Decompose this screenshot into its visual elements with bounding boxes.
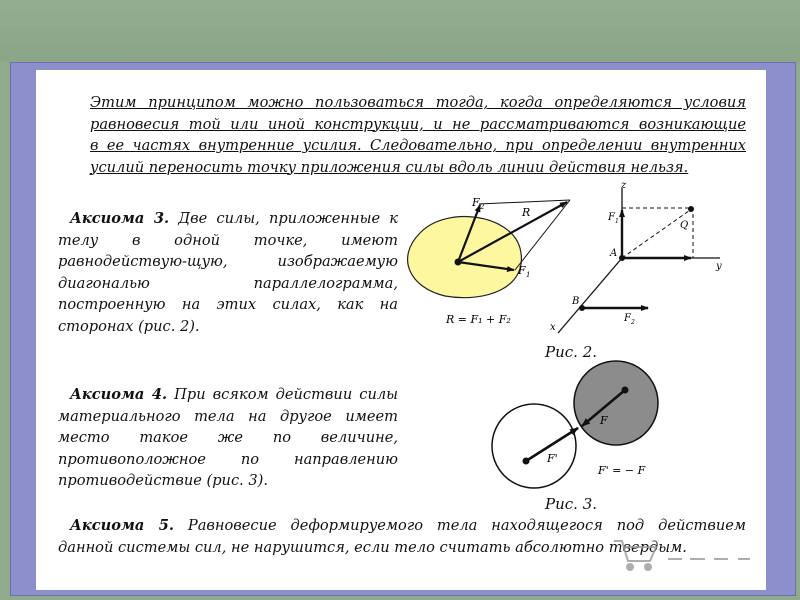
- axiom-4-line: При всяком действии силы: [174, 386, 399, 403]
- intro-line: усилий переносить точку приложения силы вдоль линии действия нельзя.: [90, 158, 689, 176]
- axiom-4-line: противоположное по направлению: [58, 450, 398, 468]
- label-f: F: [600, 414, 608, 427]
- label-f1: F: [518, 264, 526, 277]
- white-body: [492, 404, 576, 488]
- axiom-5-line: Равновесие деформируемого тела находящегося под действием: [187, 517, 747, 534]
- point-grey: [622, 387, 629, 394]
- figure-2-caption: Рис. 2.: [545, 343, 598, 361]
- intro-line: Этим принципом можно пользоваться тогда, когда определяются условия: [90, 94, 746, 111]
- top-band: [0, 0, 800, 62]
- label-x: x: [550, 322, 556, 333]
- axiom-3-title: Аксиома 3.: [70, 210, 170, 227]
- label-fb: F: [608, 212, 615, 223]
- axiom-5-line: данной системы сил, не нарушится, если тело считать абсолютно твердым.: [58, 538, 687, 556]
- axis-x: [558, 258, 622, 333]
- formula-resultant: R = F₁ + F₂: [446, 313, 511, 326]
- axiom-3-line: диагональю параллелограмма,: [58, 274, 398, 292]
- label-fprime: F': [547, 452, 558, 465]
- intro-line: в ее частях внутренние усилия. Следовательно, при определении внутренних: [90, 137, 746, 154]
- label-y: y: [716, 261, 722, 272]
- parallelogram-side: [479, 200, 570, 204]
- axiom-4-line: место такое же по величине,: [58, 429, 398, 446]
- label-fr-sub: 2: [631, 319, 635, 326]
- axiom-3-line: равнодействую-щую, изображаемую: [58, 253, 398, 270]
- formula-reaction: F' = − F: [598, 464, 646, 477]
- label-a: A: [610, 248, 618, 259]
- label-fr: F: [624, 313, 631, 324]
- axiom-3-line: построенную на этих силах, как на: [58, 296, 398, 313]
- label-r: R: [522, 206, 531, 219]
- axiom-4-paragraph: [58, 384, 398, 492]
- axiom-4-title: Аксиома 4.: [70, 386, 168, 403]
- axiom-3-paragraph: [58, 208, 398, 337]
- shopping-cart-watermark-icon: [610, 535, 770, 575]
- axiom-4-line: материального тела на другое имеет: [58, 407, 398, 425]
- axiom-5-title: Аксиома 5.: [70, 517, 174, 534]
- point-white: [523, 458, 530, 465]
- axiom-3-line: телу в одной точке, имеют: [58, 231, 398, 249]
- grey-body: [574, 361, 658, 445]
- label-f2-sub: 2: [480, 203, 485, 211]
- figure-3-caption: Рис. 3.: [545, 495, 598, 513]
- intro-line: равновесия той или иной конструкции, и не рассматриваются возникающие: [90, 115, 746, 133]
- application-point: [455, 259, 462, 266]
- label-f2: F: [472, 196, 480, 209]
- axiom-4-line: противодействие (рис. 3).: [58, 472, 269, 489]
- point-a: [619, 255, 625, 261]
- label-f1-sub: 1: [526, 271, 531, 279]
- point-q: [688, 206, 694, 212]
- dashed-diagonal: [622, 208, 693, 258]
- axiom-3-line: Две силы, приложенные к: [178, 210, 398, 227]
- rigid-body-shape: [408, 217, 522, 298]
- axiom-3-line: сторонах (рис. 2).: [58, 317, 200, 335]
- label-b: B: [572, 296, 580, 307]
- label-z: z: [621, 180, 627, 191]
- label-q: Q: [680, 220, 689, 231]
- figure-2: [400, 178, 760, 338]
- intro-paragraph: [58, 92, 746, 178]
- figure-3: [490, 358, 670, 492]
- label-fb-sub: 1: [615, 218, 619, 225]
